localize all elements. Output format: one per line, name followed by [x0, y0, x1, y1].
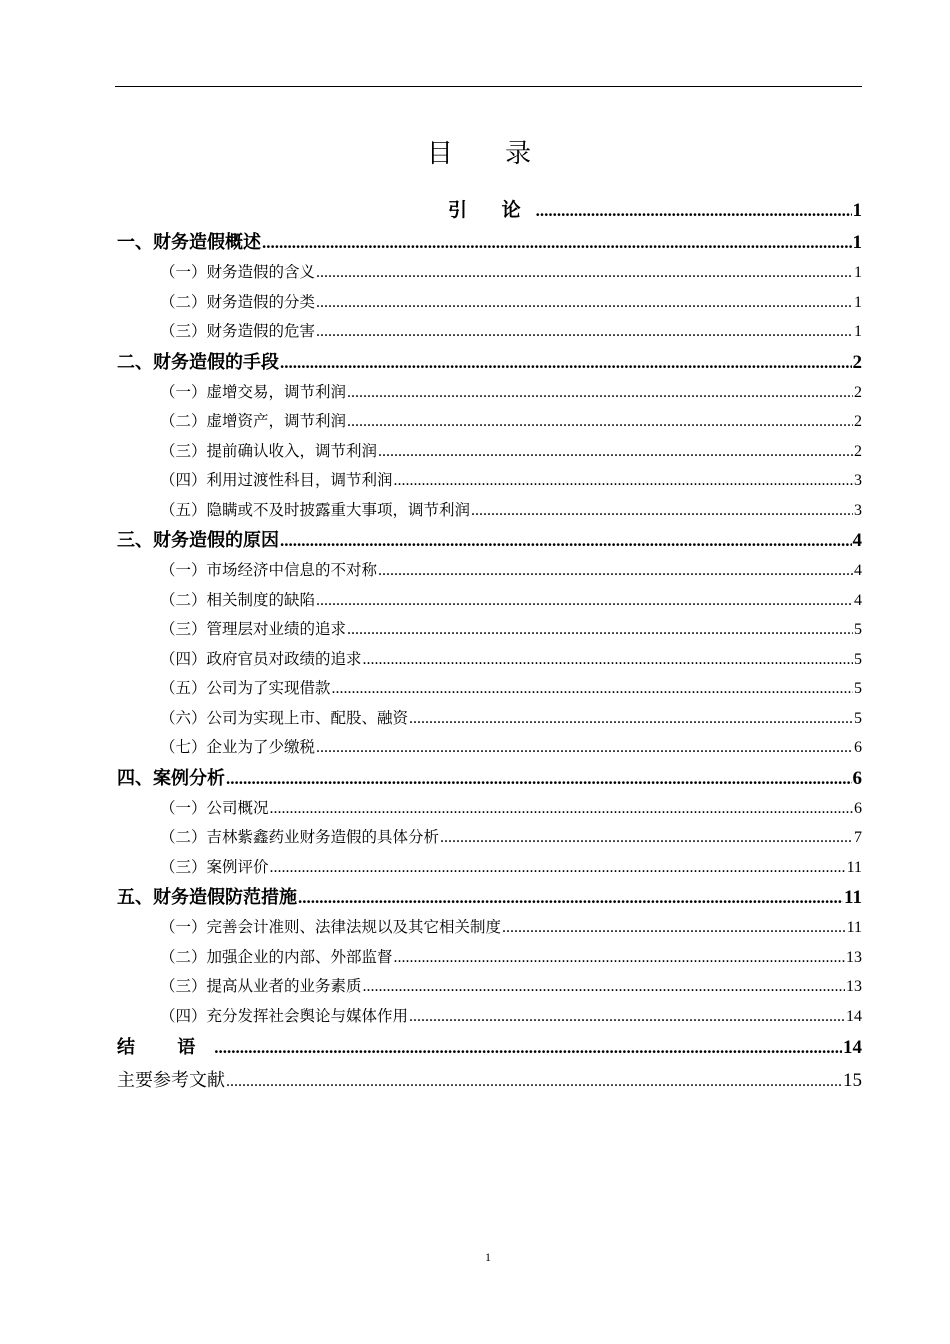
toc-entry-label: （一）虚增交易，调节利润	[160, 382, 347, 401]
dot-leader	[502, 913, 846, 943]
toc-subsection-entry[interactable]	[117, 794, 862, 824]
dot-leader	[378, 437, 853, 467]
page-title: 目 录	[426, 139, 554, 169]
dot-leader	[409, 704, 853, 734]
toc-entry-intro[interactable]	[117, 193, 862, 227]
dot-leader	[262, 227, 852, 258]
toc-entry-page: 1	[854, 264, 862, 281]
toc-entry-label: （六）公司为实现上市、配股、融资	[160, 708, 409, 727]
toc-entry-label: 主要参考文献	[117, 1070, 225, 1091]
toc-entry-page: 14	[846, 1007, 862, 1025]
toc-entry-page: 4	[854, 562, 862, 579]
dot-leader	[214, 1031, 842, 1064]
toc-entry-page: 13	[846, 978, 862, 995]
dot-leader	[332, 674, 853, 704]
dot-leader	[270, 794, 853, 824]
toc-subsection-entry[interactable]	[117, 1002, 862, 1032]
dot-leader	[378, 556, 853, 586]
toc-entry-page: 14	[843, 1037, 862, 1058]
toc-entry-page: 2	[854, 383, 862, 401]
toc-entry-label: 引 论	[448, 199, 535, 221]
toc-subsection-entry[interactable]	[117, 378, 862, 408]
toc-entry-label: （二）加强企业的内部、外部监督	[160, 947, 393, 966]
toc-entry-page: 1	[852, 232, 862, 253]
dot-leader	[394, 943, 845, 973]
dot-leader	[409, 1002, 845, 1032]
toc-subsection-entry[interactable]	[117, 615, 862, 645]
toc-subsection-entry[interactable]	[117, 943, 862, 973]
toc-entry-label: （五）隐瞒或不及时披露重大事项，调节利润	[160, 500, 471, 519]
toc-section-entry[interactable]	[117, 882, 862, 913]
dot-leader	[363, 972, 845, 1002]
toc-entry-page: 2	[852, 351, 862, 373]
toc-subsection-entry[interactable]	[117, 823, 862, 853]
dot-leader	[270, 853, 846, 883]
header-rule	[115, 86, 862, 87]
dot-leader	[280, 525, 852, 556]
toc-subsection-entry[interactable]	[117, 437, 862, 467]
toc-sections	[117, 227, 862, 1031]
dot-leader	[316, 288, 853, 318]
toc-entry-label: （三）提高从业者的业务素质	[160, 977, 362, 995]
dot-leader	[440, 823, 853, 853]
toc-subsection-entry[interactable]	[117, 674, 862, 704]
toc-entry-label: 结 语	[117, 1037, 214, 1058]
toc-entry-label: （一）市场经济中信息的不对称	[160, 561, 378, 579]
toc-entry-label: （二）相关制度的缺陷	[160, 590, 316, 609]
dot-leader	[347, 615, 853, 645]
dot-leader	[316, 733, 853, 763]
toc-subsection-entry[interactable]	[117, 407, 862, 437]
toc-entry-page: 1	[854, 293, 862, 311]
toc-entry-conclusion[interactable]	[117, 1031, 862, 1064]
toc-entry-label: （四）政府官员对政绩的追求	[160, 649, 362, 668]
dot-leader	[280, 347, 852, 378]
toc-entry-page: 5	[854, 709, 862, 727]
toc-entry-label: 二、财务造假的手段	[117, 351, 279, 373]
toc-entry-page: 6	[854, 739, 862, 756]
toc-entry-page: 6	[852, 767, 862, 789]
dot-leader	[298, 882, 843, 913]
toc-entry-page: 2	[854, 413, 862, 430]
toc-entry-label: （二）吉林紫鑫药业财务造假的具体分析	[160, 828, 440, 846]
toc-subsection-entry[interactable]	[117, 317, 862, 347]
toc-entry-page: 11	[844, 887, 862, 908]
toc-entry-label: （三）提前确认收入，调节利润	[160, 441, 378, 460]
toc-entry-label: （一）公司概况	[160, 798, 269, 817]
toc-entry-label: 五、财务造假防范措施	[117, 887, 297, 908]
toc-entry-label: （四）利用过渡性科目，调节利润	[160, 471, 393, 489]
toc-subsection-entry[interactable]	[117, 972, 862, 1002]
toc-entry-page: 3	[854, 501, 862, 519]
toc-subsection-entry[interactable]	[117, 466, 862, 496]
toc-entry-page: 2	[854, 442, 862, 460]
dot-leader	[363, 645, 853, 675]
toc-entry-page: 5	[854, 650, 862, 668]
toc-subsection-entry[interactable]	[117, 704, 862, 734]
toc-entry-label: （三）案例评价	[160, 857, 269, 876]
toc-section-entry[interactable]	[117, 763, 862, 794]
toc-entry-label: （四）充分发挥社会舆论与媒体作用	[160, 1006, 409, 1025]
toc-entry-label: （三）管理层对业绩的追求	[160, 620, 347, 638]
toc-entry-label: （一）完善会计准则、法律法规以及其它相关制度	[160, 918, 502, 936]
toc-subsection-entry[interactable]	[117, 733, 862, 763]
toc-entry-page: 13	[846, 948, 862, 966]
toc-section-entry[interactable]	[117, 227, 862, 258]
toc-subsection-entry[interactable]	[117, 913, 862, 943]
toc-subsection-entry[interactable]	[117, 586, 862, 616]
toc-subsection-entry[interactable]	[117, 288, 862, 318]
toc-entry-page: 5	[854, 621, 862, 638]
table-of-contents	[117, 193, 862, 1097]
toc-entry-page: 5	[854, 680, 862, 697]
toc-entry-page: 6	[854, 799, 862, 817]
toc-entry-page: 7	[854, 829, 862, 846]
dot-leader	[316, 317, 853, 347]
toc-subsection-entry[interactable]	[117, 258, 862, 288]
toc-entry-page: 15	[843, 1070, 862, 1091]
toc-subsection-entry[interactable]	[117, 496, 862, 526]
toc-subsection-entry[interactable]	[117, 645, 862, 675]
toc-entry-label: （三）财务造假的危害	[160, 322, 316, 340]
toc-entry-page: 1	[854, 323, 862, 340]
toc-entry-label: 一、财务造假概述	[117, 232, 261, 253]
footer-page-number: 1	[485, 1250, 491, 1264]
toc-entry-label: （五）公司为了实现借款	[160, 679, 331, 697]
toc-entry-page: 4	[852, 530, 862, 551]
dot-leader	[316, 586, 853, 616]
dot-leader	[316, 258, 853, 288]
toc-entry-label: （二）虚增资产，调节利润	[160, 412, 347, 430]
toc-entry-label: 三、财务造假的原因	[117, 530, 279, 551]
toc-entry-page: 11	[846, 858, 862, 876]
toc-entry-label: （一）财务造假的含义	[160, 263, 316, 281]
toc-subsection-entry[interactable]	[117, 853, 862, 883]
toc-entry-page: 3	[854, 472, 862, 489]
toc-subsection-entry[interactable]	[117, 556, 862, 586]
toc-section-entry[interactable]	[117, 525, 862, 556]
toc-entry-page: 11	[846, 919, 862, 936]
dot-leader	[347, 378, 853, 408]
dot-leader	[226, 763, 852, 794]
dot-leader	[226, 1065, 842, 1098]
toc-entry-label: （二）财务造假的分类	[160, 292, 316, 311]
dot-leader	[536, 194, 852, 228]
toc-entry-page: 1	[852, 200, 862, 221]
dot-leader	[347, 407, 853, 437]
toc-entry-references[interactable]	[117, 1064, 862, 1097]
toc-entry-label: （七）企业为了少缴税	[160, 738, 316, 756]
toc-section-entry[interactable]	[117, 347, 862, 378]
dot-leader	[394, 466, 853, 496]
toc-entry-page: 4	[854, 591, 862, 609]
dot-leader	[471, 496, 853, 526]
toc-entry-label: 四、案例分析	[117, 767, 225, 789]
